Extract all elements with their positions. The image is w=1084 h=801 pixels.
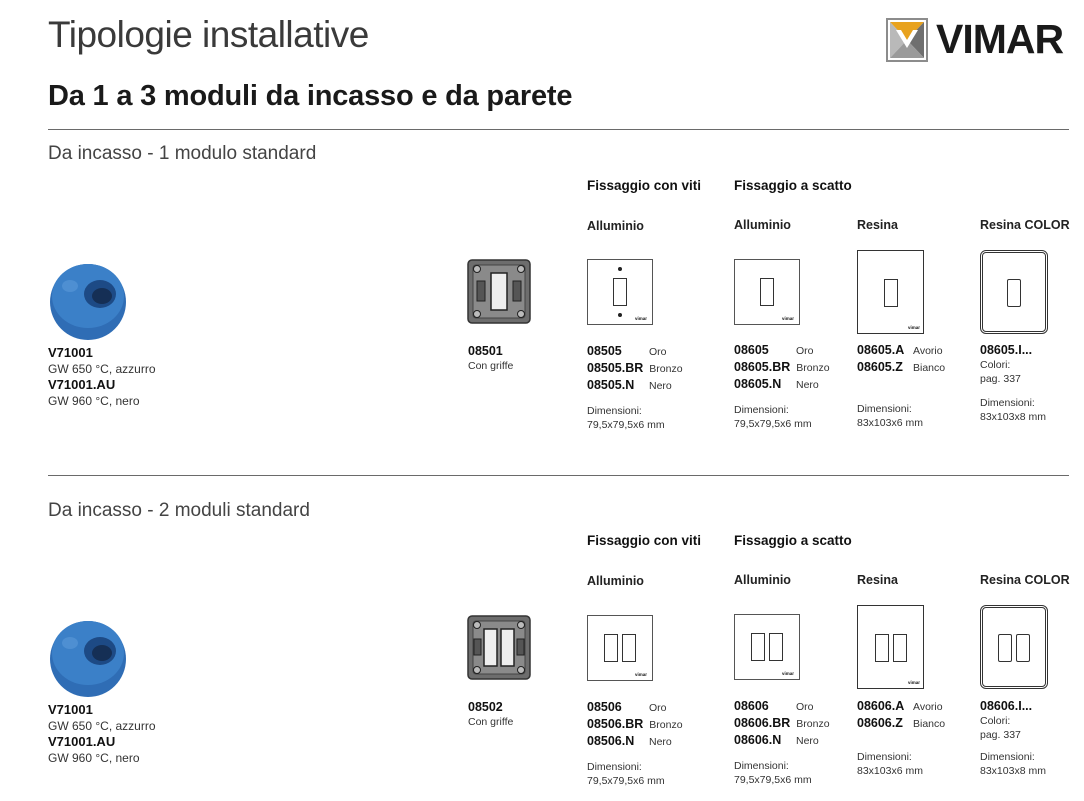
product-code: 08606.Z — [857, 716, 903, 730]
product-code: 08505.BR — [587, 361, 644, 375]
section-title: Da incasso - 1 modulo standard — [48, 143, 317, 164]
plate-image — [980, 605, 1048, 689]
dim-value: 79,5x79,5x6 mm — [734, 418, 812, 430]
box-info — [48, 345, 156, 409]
finish-label: Bronzo — [649, 363, 683, 375]
page-title: Tipologie installative — [48, 14, 369, 55]
fix-screw-heading: Fissaggio con viti — [587, 178, 702, 193]
color-info — [980, 342, 1046, 424]
finish-label: Oro — [796, 701, 814, 713]
fix-snap-heading: Fissaggio a scatto — [734, 533, 852, 548]
product-code: 08605.Z — [857, 360, 903, 374]
plate-image: vimar — [587, 259, 653, 325]
product-code: V71001 — [48, 345, 93, 360]
variants-list — [857, 698, 945, 778]
dim-value: 79,5x79,5x6 mm — [587, 775, 665, 787]
plate-image: vimar — [587, 615, 653, 681]
flush-box-image — [46, 256, 130, 342]
dim-label: Dimensioni: — [587, 761, 642, 773]
finish-label: Nero — [649, 380, 672, 392]
product-code: 08605.BR — [734, 360, 791, 374]
variants-list — [587, 699, 683, 788]
dim-label: Dimensioni: — [734, 760, 789, 772]
material-heading: Alluminio — [587, 219, 644, 233]
divider — [48, 475, 1069, 476]
support-frame-image — [467, 259, 531, 324]
plate-image: vimar — [857, 250, 924, 334]
finish-label: Nero — [649, 736, 672, 748]
colors-label: Colori: — [980, 359, 1011, 371]
plate-image — [980, 250, 1048, 334]
finish-label: Bronzo — [796, 362, 830, 374]
page-subtitle: Da 1 a 3 moduli da incasso e da parete — [48, 80, 573, 112]
product-code: 08506.BR — [587, 717, 644, 731]
colors-page-ref[interactable]: pag. 337 — [980, 729, 1021, 741]
dim-value: 83x103x6 mm — [857, 765, 923, 777]
logo-text: VIMAR — [936, 16, 1064, 62]
product-code: 08606 — [734, 699, 769, 713]
material-heading: Alluminio — [734, 218, 791, 232]
product-code: V71001.AU — [48, 377, 116, 392]
section-title: Da incasso - 2 moduli standard — [48, 500, 310, 521]
fix-snap-heading: Fissaggio a scatto — [734, 178, 852, 193]
divider — [48, 129, 1069, 130]
variants-list — [587, 343, 683, 432]
product-code: V71001.AU — [48, 734, 116, 749]
brand-logo[interactable] — [886, 16, 1063, 63]
dim-label: Dimensioni: — [980, 397, 1035, 409]
product-code: 08605.N — [734, 377, 782, 391]
dim-value: 83x103x6 mm — [857, 417, 923, 429]
variants-list — [734, 698, 830, 787]
material-heading: Resina COLOR — [980, 573, 1070, 587]
variants-list — [857, 342, 945, 430]
material-heading: Resina — [857, 218, 898, 232]
support-info — [468, 343, 513, 373]
finish-label: Oro — [796, 345, 814, 357]
dim-label: Dimensioni: — [857, 403, 912, 415]
plate-image: vimar — [857, 605, 924, 689]
plate-image: vimar — [734, 614, 800, 680]
product-code: 08501 — [468, 344, 503, 358]
dim-label: Dimensioni: — [980, 751, 1035, 763]
product-code: 08502 — [468, 700, 503, 714]
finish-label: Nero — [796, 379, 819, 391]
product-desc: Con griffe — [468, 716, 514, 728]
product-code: 08605 — [734, 343, 769, 357]
product-code: 08506.N — [587, 734, 635, 748]
box-info — [48, 702, 156, 766]
material-heading: Alluminio — [734, 573, 791, 587]
product-code: 08506 — [587, 700, 622, 714]
product-code: 08606.I... — [980, 699, 1033, 713]
material-heading: Alluminio — [587, 574, 644, 588]
finish-label: Avorio — [913, 345, 943, 357]
dim-value: 79,5x79,5x6 mm — [587, 419, 665, 431]
color-info — [980, 698, 1046, 778]
dim-label: Dimensioni: — [734, 404, 789, 416]
product-code: 08606.BR — [734, 716, 791, 730]
product-desc: GW 650 °C, azzurro — [48, 719, 156, 733]
colors-label: Colori: — [980, 715, 1011, 727]
colors-page-ref[interactable]: pag. 337 — [980, 373, 1021, 385]
product-desc: GW 960 °C, nero — [48, 751, 140, 765]
product-code: 08605.I... — [980, 343, 1033, 357]
dim-label: Dimensioni: — [587, 405, 642, 417]
finish-label: Avorio — [913, 701, 943, 713]
product-code: 08606.N — [734, 733, 782, 747]
product-desc: GW 650 °C, azzurro — [48, 362, 156, 376]
product-code: 08505 — [587, 344, 622, 358]
dim-value: 83x103x8 mm — [980, 411, 1046, 423]
finish-label: Bianco — [913, 718, 946, 730]
finish-label: Oro — [649, 702, 667, 714]
finish-label: Bronzo — [649, 719, 683, 731]
support-info — [468, 699, 513, 729]
finish-label: Oro — [649, 346, 667, 358]
finish-label: Nero — [796, 735, 819, 747]
dim-label: Dimensioni: — [857, 751, 912, 763]
product-desc: GW 960 °C, nero — [48, 394, 140, 408]
flush-box-image — [46, 613, 130, 699]
product-code: 08505.N — [587, 378, 635, 392]
support-frame-image — [467, 615, 531, 680]
vimar-logo-icon — [886, 18, 928, 62]
finish-label: Bianco — [913, 362, 946, 374]
material-heading: Resina COLOR — [980, 218, 1070, 232]
product-code: 08605.A — [857, 343, 905, 357]
product-code: 08606.A — [857, 699, 905, 713]
product-desc: Con griffe — [468, 360, 514, 372]
variants-list — [734, 342, 830, 431]
product-code: V71001 — [48, 702, 93, 717]
plate-image: vimar — [734, 259, 800, 325]
material-heading: Resina — [857, 573, 898, 587]
finish-label: Bronzo — [796, 718, 830, 730]
dim-value: 79,5x79,5x6 mm — [734, 774, 812, 786]
fix-screw-heading: Fissaggio con viti — [587, 533, 702, 548]
dim-value: 83x103x8 mm — [980, 765, 1046, 777]
